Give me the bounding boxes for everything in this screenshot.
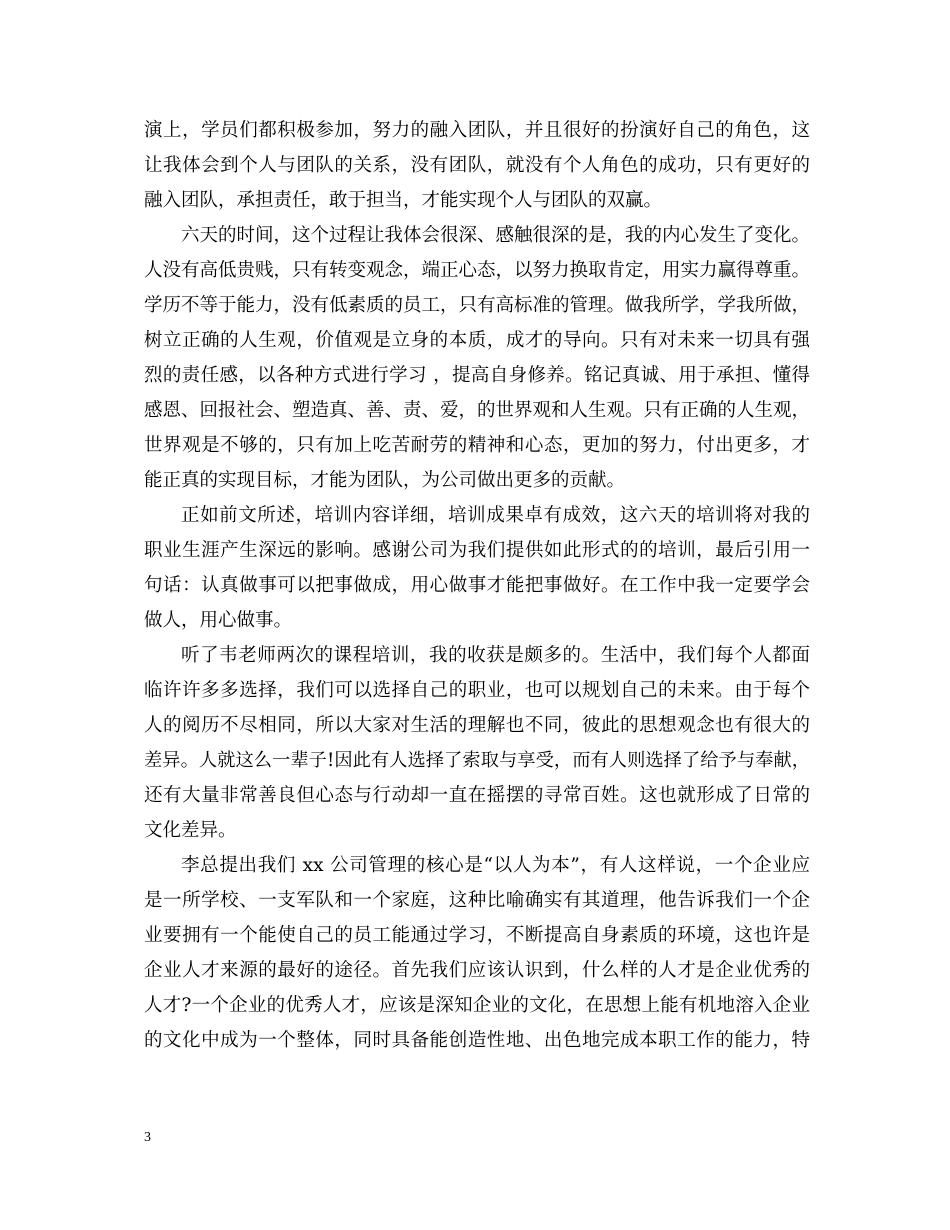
text-line: 感恩、回报社会、塑造真、善、责、爱，的世界观和人生观。只有正确的人生观， [144, 400, 810, 421]
text-line: 文化差异。 [144, 820, 237, 841]
text-line: 业要拥有一个能使自己的员工能通过学习，不断提高自身素质的环境，这也许是 [144, 925, 810, 946]
text-line: 让我体会到个人与团队的关系，没有团队，就没有个人角色的成功，只有更好的 [144, 155, 810, 176]
text-line: 李总提出我们 xx 公司管理的核心是“以人为本”，有人这样说，一个企业应 [181, 855, 810, 876]
text-line: 是一所学校、一支军队和一个家庭，这种比喻确实有其道理，他告诉我们一个企 [144, 890, 810, 911]
text-line: 融入团队，承担责任，敢于担当，才能实现个人与团队的双赢。 [144, 190, 663, 211]
document-body [144, 113, 810, 1058]
text-line: 六天的时间，这个过程让我体会很深、感触很深的是，我的内心发生了变化。 [181, 225, 810, 246]
text-line: 听了韦老师两次的课程培训，我的收获是颇多的。生活中，我们每个人都面 [181, 645, 810, 666]
text-line: 句话：认真做事可以把事做成，用心做事才能把事做好。在工作中我一定要学会 [144, 575, 810, 596]
text-line: 能正真的实现目标，才能为团队，为公司做出更多的贡献。 [144, 470, 626, 491]
text-line: 正如前文所述，培训内容详细，培训成果卓有成效，这六天的培训将对我的 [181, 505, 810, 526]
text-line: 烈的责任感，以各种方式进行学习 ，提高自身修养。铭记真诚、用于承担、懂得 [144, 365, 810, 386]
text-line: 做人，用心做事。 [144, 610, 293, 631]
text-line: 企业人才来源的最好的途径。首先我们应该认识到，什么样的人才是企业优秀的 [144, 960, 810, 981]
text-line: 还有大量非常善良但心态与行动却一直在摇摆的寻常百姓。这也就形成了日常的 [144, 785, 810, 806]
text-line: 临许许多多选择，我们可以选择自己的职业，也可以规划自己的未来。由于每个 [144, 680, 810, 701]
text-line: 的文化中成为一个整体，同时具备能创造性地、出色地完成本职工作的能力，特 [144, 1030, 810, 1051]
text-line: 演上，学员们都积极参加，努力的融入团队，并且很好的扮演好自己的角色，这 [144, 120, 810, 141]
text-line: 人才?一个企业的优秀人才，应该是深知企业的文化，在思想上能有机地溶入企业 [144, 995, 810, 1016]
text-line: 世界观是不够的，只有加上吃苦耐劳的精神和心态，更加的努力，付出更多，才 [144, 435, 810, 456]
text-line: 树立正确的人生观，价值观是立身的本质，成才的导向。只有对未来一切具有强 [144, 330, 810, 351]
text-line: 人没有高低贵贱，只有转变观念，端正心态，以努力换取肯定，用实力赢得尊重。 [144, 260, 810, 281]
text-line: 差异。人就这么一辈子!因此有人选择了索取与享受，而有人则选择了给予与奉献， [144, 750, 810, 771]
text-line: 人的阅历不尽相同，所以大家对生活的理解也不同，彼此的思想观念也有很大的 [144, 715, 810, 736]
page-number: 3 [144, 1130, 151, 1145]
text-line: 职业生涯产生深远的影响。感谢公司为我们提供如此形式的的培训，最后引用一 [144, 540, 810, 561]
text-line: 学历不等于能力，没有低素质的员工，只有高标准的管理。做我所学，学我所做， [144, 295, 810, 316]
